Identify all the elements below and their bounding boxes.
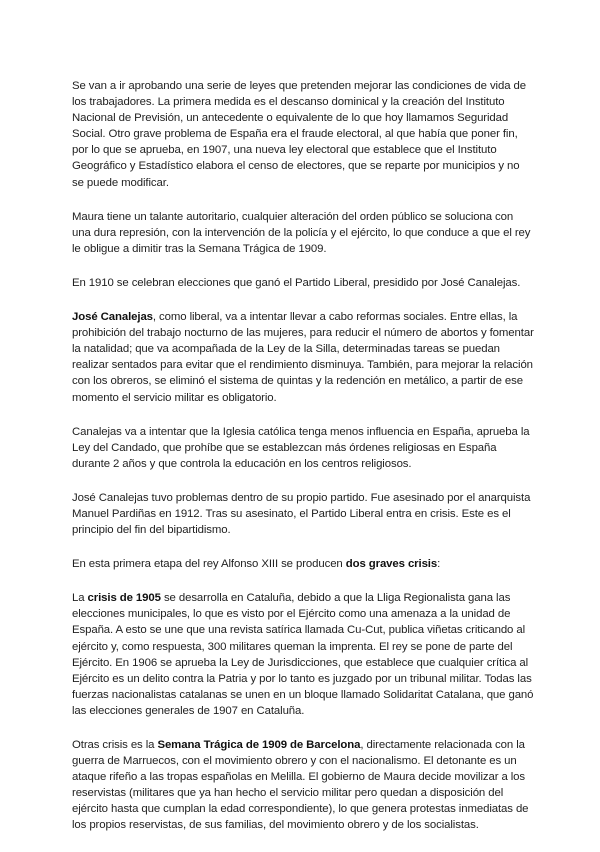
text-run: Otras crisis es la	[72, 739, 158, 751]
text-run: José Canalejas tuvo problemas dentro de su propio partido. Fue asesinado por el anarquista Manuel Pardiñas en 1912. Tras su asesinato, el Partido Liberal entra en crisis. Este es el principio del fin del bipartidismo.	[72, 491, 531, 537]
paragraph-canalejas-reforms	[72, 309, 534, 406]
paragraph-canalejas-assassination	[72, 490, 534, 538]
paragraph-crisis-1905	[72, 590, 534, 719]
bold-term: crisis de 1905	[87, 592, 161, 605]
text-run: , directamente relacionada con la guerra de Marruecos, con el movimiento obrero y con el nacionalismo. El detonante es un ataque rifeño a las tropas españolas en Melilla. El gobierno de Maura decide movilizar a los reservistas (militares que ya han hecho el servicio militar pero quedan a disposición del ejército hasta que cumplan la edad correspondiente), lo que genera protestas inmediatas de los propios reservistas, de sus familias, del movimiento obrero y de los socialistas.	[72, 739, 529, 832]
text-run: La	[72, 592, 88, 605]
text-run: Se van a ir aprobando una serie de leyes que pretenden mejorar las condiciones de vida de los trabajadores. La primera medida es el descanso dominical y la creación del Instituto Nacional de Previsión, un antecedente o equivalente de lo que hoy llamamos Seguridad Social. Otro grave problema de España era el fraude electoral, al que había que poner fin, por lo que se aprueba, en 1907, una nueva ley electoral que establece que el Instituto Geográfico y Estadístico elabora el censo de electores, que se reparte por municipios y no se puede modificar.	[72, 80, 526, 189]
text-run: , como liberal, va a intentar llevar a cabo reformas sociales. Entre ellas, la prohibición del trabajo nocturno de las mujeres, para reducir el número de abortos y fomentar la natalidad; que va acompañada de la Ley de la Silla, determinadas tareas se puedan realizar sentados para evitar que el rendimiento disminuya. También, para mejorar la relación con los obreros, se eliminó el sistema de quintas y la redención en metálico, a partir de ese momento el servicio militar es obligatorio.	[72, 311, 534, 404]
text-run: Canalejas va a intentar que la Iglesia católica tenga menos influencia en España, aprueba la Ley del Candado, que prohíbe que se establezcan más órdenes religiosas en España durante 2 años y que controla la educación en los centros religiosos.	[72, 425, 530, 470]
bold-term: dos graves crisis	[345, 558, 438, 571]
document-page	[72, 78, 534, 852]
paragraph-social-laws	[72, 78, 534, 191]
text-run: se desarrolla en Cataluña, debido a que la Lliga Regionalista gana las elecciones municipales, lo que es visto por el Ejército como una amenaza a la unidad de España. A esto se une que una revista satírica llamada Cu-Cut, publica viñetas criticando al ejército y, como respuesta, 300 militares queman la imprenta. El rey se pone de parte del Ejército. En 1906 se aprueba la Ley de Jurisdicciones, que establece que cualquier crítica al Ejército es un delito contra la Patria y por lo tanto es juzgado por un tribunal militar. Todas las fuerzas nacionalistas catalanas se unen en un bloque llamado Solidaritat Catalana, que ganó las elecciones generales de 1907 en Cataluña.	[72, 592, 534, 717]
text-run: :	[437, 558, 441, 571]
bold-term: Semana Trágica de 1909 de Barcelona	[157, 739, 361, 751]
bold-term: José Canalejas	[72, 311, 153, 324]
paragraph-two-crises-intro	[72, 556, 534, 572]
paragraph-maura	[72, 209, 534, 257]
text-run: En esta primera etapa del rey Alfonso XIII se producen	[72, 558, 346, 571]
paragraph-elections-1910	[72, 275, 534, 291]
text-run: Maura tiene un talante autoritario, cualquier alteración del orden público se soluciona con una dura represión, con la intervención de la policía y el ejército, lo que conduce a que el rey le obligue a dimitir tras la Semana Trágica de 1909.	[72, 210, 531, 255]
text-run: En 1910 se celebran elecciones que ganó el Partido Liberal, presidido por José Canalejas.	[72, 276, 521, 289]
paragraph-semana-tragica	[72, 737, 534, 834]
paragraph-ley-del-candado	[72, 424, 534, 472]
